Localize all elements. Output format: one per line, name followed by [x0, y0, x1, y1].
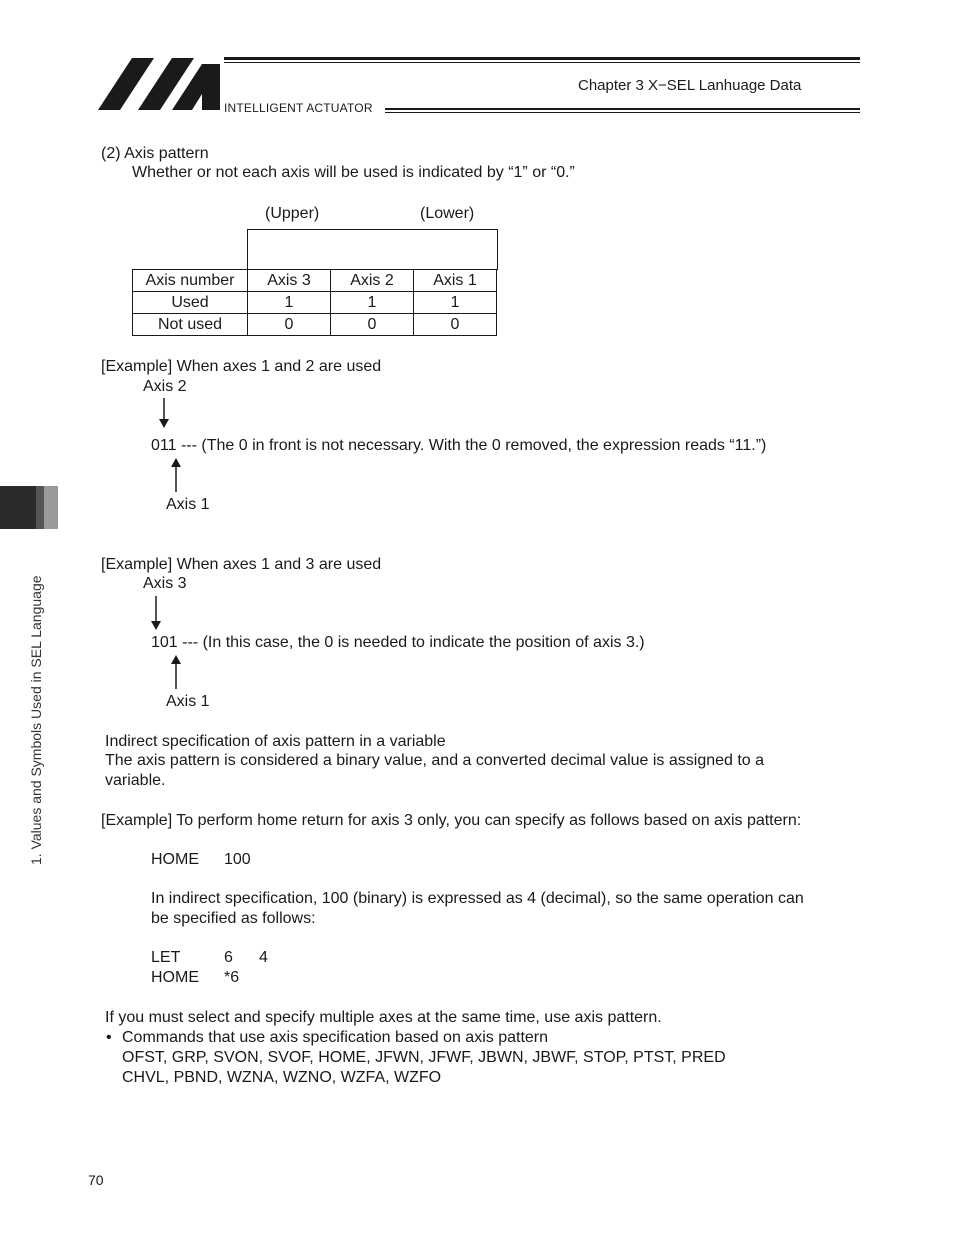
- bit-order-box: [247, 229, 498, 270]
- code-argument: *6: [224, 969, 240, 986]
- example2-bottom-label: Axis 1: [166, 693, 210, 710]
- header-rule-top: [224, 57, 860, 60]
- arrow-down-icon: [150, 596, 162, 630]
- example3-note-line2: be specified as follows:: [151, 910, 316, 927]
- code-argument: 6: [224, 949, 233, 966]
- table-cell: 0: [331, 314, 414, 336]
- example1-bottom-label: Axis 1: [166, 496, 210, 513]
- page-number: 70: [88, 1172, 104, 1188]
- table-header-row: [133, 270, 497, 292]
- example2-expression: 101 --- (In this case, the 0 is needed to indicate the position of axis 3.): [151, 634, 645, 651]
- chapter-side-tab: [0, 486, 58, 529]
- bullet-icon: •: [106, 1029, 112, 1046]
- indirect-title: Indirect specification of axis pattern in a variable: [105, 733, 446, 750]
- bullet-title: Commands that use axis specification based on axis pattern: [122, 1029, 549, 1046]
- closing-line: If you must select and specify multiple axes at the same time, use axis pattern.: [105, 1009, 662, 1026]
- axis-pattern-table: [132, 269, 497, 336]
- example1-expression: 011 --- (The 0 in front is not necessary. With the 0 removed, the expression reads “11.”): [151, 437, 767, 454]
- arrow-down-icon: [158, 398, 170, 428]
- company-logo: [98, 58, 220, 110]
- commands-line1: OFST, GRP, SVON, SVOF, HOME, JFWN, JFWF, JBWN, JBWF, STOP, PTST, PRED: [122, 1049, 726, 1066]
- table-row: [133, 314, 497, 336]
- table-cell: 0: [248, 314, 331, 336]
- brand-subtitle: INTELLIGENT ACTUATOR: [224, 101, 373, 115]
- lower-label: (Lower): [420, 205, 475, 222]
- example3-note-line1: In indirect specification, 100 (binary) is expressed as 4 (decimal), so the same operation can: [151, 890, 804, 907]
- table-cell: 1: [331, 292, 414, 314]
- example1-title: [Example] When axes 1 and 2 are used: [101, 358, 382, 375]
- indirect-line2: variable.: [105, 772, 166, 789]
- example2-top-label: Axis 3: [143, 575, 187, 592]
- section-heading: (2) Axis pattern: [101, 145, 209, 162]
- table-cell: Axis number: [133, 270, 248, 292]
- example2-title: [Example] When axes 1 and 3 are used: [101, 556, 382, 573]
- code-command: LET: [151, 949, 181, 966]
- code-command: HOME: [151, 969, 199, 986]
- header-rule-bottom-thin: [385, 112, 860, 113]
- code-argument: 4: [259, 949, 268, 966]
- example3-title: [Example] To perform home return for axis 3 only, you can specify as follows based on axis pattern:: [101, 812, 802, 829]
- table-cell: Used: [133, 292, 248, 314]
- table-cell: Axis 1: [414, 270, 497, 292]
- chapter-title: Chapter 3 X−SEL Lanhuage Data: [578, 77, 802, 94]
- section-intro: Whether or not each axis will be used is indicated by “1” or “0.”: [132, 164, 575, 181]
- arrow-up-icon: [170, 458, 182, 492]
- upper-label: (Upper): [265, 205, 320, 222]
- commands-line2: CHVL, PBND, WZNA, WZNO, WZFA, WZFO: [122, 1069, 442, 1086]
- side-section-label: 1. Values and Symbols Used in SEL Language: [28, 575, 44, 865]
- header-rule-top-thin: [224, 62, 860, 63]
- table-cell: 0: [414, 314, 497, 336]
- table-cell: 1: [414, 292, 497, 314]
- table-cell: Not used: [133, 314, 248, 336]
- header-rule-bottom: [385, 108, 860, 110]
- table-cell: Axis 3: [248, 270, 331, 292]
- table-row: [133, 292, 497, 314]
- example1-top-label: Axis 2: [143, 378, 187, 395]
- indirect-line1: The axis pattern is considered a binary value, and a converted decimal value is assigned to a: [105, 752, 765, 769]
- code-command: HOME: [151, 851, 199, 868]
- code-argument: 100: [224, 851, 251, 868]
- arrow-up-icon: [170, 655, 182, 689]
- table-cell: Axis 2: [331, 270, 414, 292]
- table-cell: 1: [248, 292, 331, 314]
